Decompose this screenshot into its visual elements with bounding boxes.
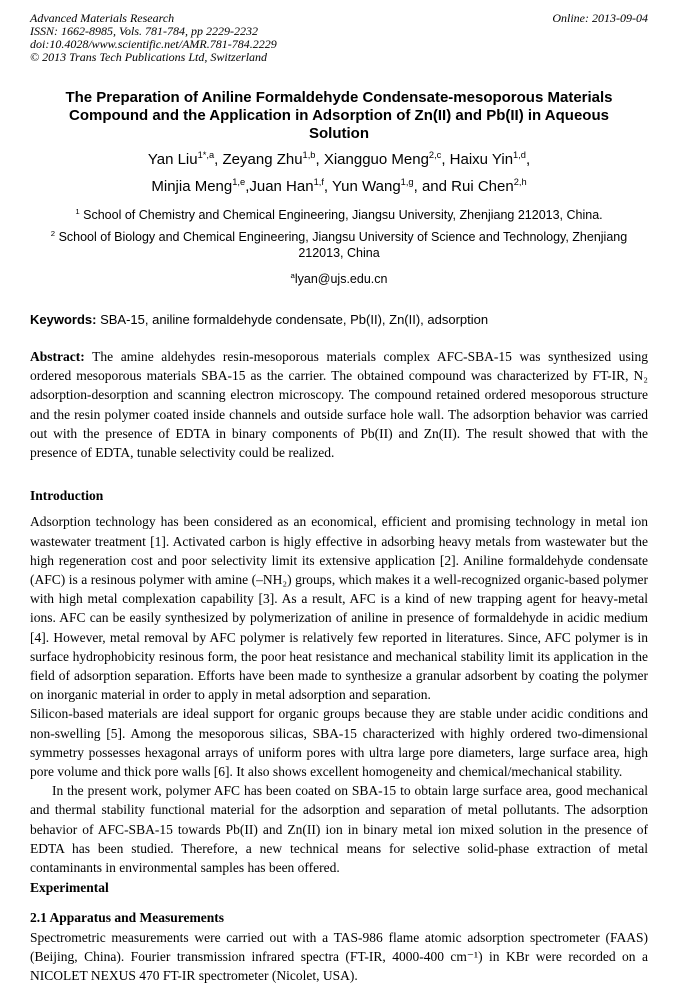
paper-title: The Preparation of Aniline Formaldehyde Condensate-mesoporous Materials Compound and the Application in Adsorption of Zn(II) and Pb(II) in Aqueous Solution <box>65 89 613 142</box>
introduction-paragraph-1: Adsorption technology has been considered as an economical, efficient and promising technology in metal ion wastewater treatment [1]. Activated carbon is higly effective in adsorbing heavy metals from wastewater but the high regeneration cost and poor selectivity limit its extensive application [2]. Aniline formaldehyde condensate (AFC) is a resinous polymer with amine (–NH₂) groups, which makes it a well-recognized organic-based polymer with high metal complexation capability [3]. As a result, AFC is a kind of new trapping agent for heavy-metal ions. AFC can be easily synthesized by polymerization of aniline in presence of formaldehyde in acidic medium [4]. However, metal removal by AFC polymer is relatively few reported in literatures. Since, AFC polymer is in surface hydrophobicity resinous form, the poor heat resistance and mechanical stability limit its application in the field of adsorption separation. Efforts have been made to synthesize a granular adsorbent by coating the polymer on inorganic material in order to apply in metal adsorption and separation. <box>30 514 648 703</box>
author-affil-marker: 1,d <box>513 150 526 160</box>
affiliation-text: School of Chemistry and Chemical Engineering, Jiangsu University, Zhenjiang 212013, China. <box>79 208 603 222</box>
author-affil-marker: 1,f <box>313 177 324 187</box>
affiliation-2 <box>43 229 635 261</box>
section-heading-experimental: Experimental <box>30 880 109 896</box>
author-separator: , <box>315 151 324 168</box>
authors-line-1 <box>30 146 648 173</box>
introduction-paragraph-3: In the present work, polymer AFC has been coated on SBA-15 to obtain large surface area, good mechanical and thermal stability functional material for the adsorption and separation of metal pollutants. The adsorption behavior of AFC-SBA-15 towards Pb(II) and Zn(II) ion in binary metal ion mixed solution in the presence of EDTA has been studied. Therefore, a new technical means for selective solid-phase extraction of metal contaminants in environmental samples has been offered. <box>30 783 648 876</box>
abstract-paragraph <box>30 347 648 462</box>
abstract-text: The amine aldehydes resin-mesoporous materials complex AFC-SBA-15 was synthesized using ordered mesoporous materials SBA-15 as the carrier. The obtained compound was characterized by FT-IR, N₂ adsorption-desorption and scanning electron microscopy. The compound retained ordered mesoporous structure and the resin polymer coated inside channels and outside surface hole wall. The adsorption behavior was carried out with the presence of EDTA in binary components of Pb(II) and Zn(II). The result showed that with the presence of EDTA, tunable selectivity could be realized. <box>30 349 648 461</box>
keywords-line <box>30 312 648 328</box>
keywords-text: SBA-15, aniline formaldehyde condensate, Pb(II), Zn(II), adsorption <box>96 312 489 327</box>
journal-doi-line: doi:10.4028/www.scientific.net/AMR.781-784.2229 <box>30 37 277 51</box>
author-name: Yun Wang <box>332 178 401 195</box>
keywords-label: Keywords: <box>30 312 97 327</box>
affiliation-marker: 2 <box>50 228 56 238</box>
journal-issn-line: ISSN: 1662-8985, Vols. 781-784, pp 2229-2232 <box>30 24 258 38</box>
journal-header <box>30 12 648 64</box>
author-separator: , <box>214 151 223 168</box>
email-text: lyan@ujs.edu.cn <box>294 272 388 286</box>
section-heading-introduction: Introduction <box>30 488 104 504</box>
affiliation-1 <box>30 207 648 223</box>
author-affil-marker: 1,b <box>302 150 316 160</box>
experimental-paragraph-1: Spectrometric measurements were carried out with a TAS-986 flame atomic adsorption spectrometer (FAAS) (Beijing, China). Fourier transmission infrared spectra (FT-IR, 4000-400 cm⁻¹) in KBr were recorded on a NICOLET NEXUS 470 FT-IR spectrometer (Nicolet, USA). <box>30 929 648 984</box>
affiliation-marker: 1 <box>75 206 80 216</box>
author-name: Rui Chen <box>451 178 514 195</box>
author-separator: , <box>525 151 531 168</box>
author-affil-marker: 1,g <box>400 177 414 187</box>
author-separator: , <box>323 178 332 195</box>
author-name: Yan Liu <box>147 151 198 168</box>
author-affil-marker: 2,h <box>513 177 527 187</box>
online-date: Online: 2013-09-04 <box>552 11 648 25</box>
author-name: Zeyang Zhu <box>222 151 303 168</box>
journal-name: Advanced Materials Research <box>30 11 175 25</box>
journal-header-left <box>30 12 277 64</box>
journal-copyright-line: © 2013 Trans Tech Publications Ltd, Switzerland <box>30 50 268 64</box>
author-email <box>30 271 648 287</box>
author-separator: , <box>245 178 250 195</box>
author-affil-marker: 1*,a <box>197 150 215 160</box>
author-name: Juan Han <box>249 178 314 195</box>
author-affil-marker: 1,e <box>232 177 246 187</box>
author-separator: , <box>441 151 450 168</box>
author-name: Xiangguo Meng <box>323 151 429 168</box>
author-name: Minjia Meng <box>151 178 233 195</box>
abstract-label: Abstract: <box>30 349 85 364</box>
email-marker: a <box>290 270 295 280</box>
author-separator: , and <box>413 178 452 195</box>
author-affil-marker: 2,c <box>428 150 442 160</box>
introduction-paragraph-2: Silicon-based materials are ideal support for organic groups because they are stable under acidic conditions and non-swelling [5]. Among the mesoporous silicas, SBA-15 characterized with highly ordered two-dimensional symmetry possesses hexagonal arrays of uniform pores with ultra large pore diameters, large surface area, high pore volume and thick pore walls [6]. It also shows excellent homogeneity and chemical/mechanical stability. <box>30 706 648 780</box>
authors-block <box>30 146 648 200</box>
author-name: Haixu Yin <box>449 151 514 168</box>
authors-line-2 <box>30 173 648 200</box>
affiliation-text: School of Biology and Chemical Engineering, Jiangsu University of Science and Technology, Zhenjiang 212013, China <box>55 230 628 260</box>
subsection-heading-apparatus: 2.1 Apparatus and Measurements <box>30 910 225 926</box>
